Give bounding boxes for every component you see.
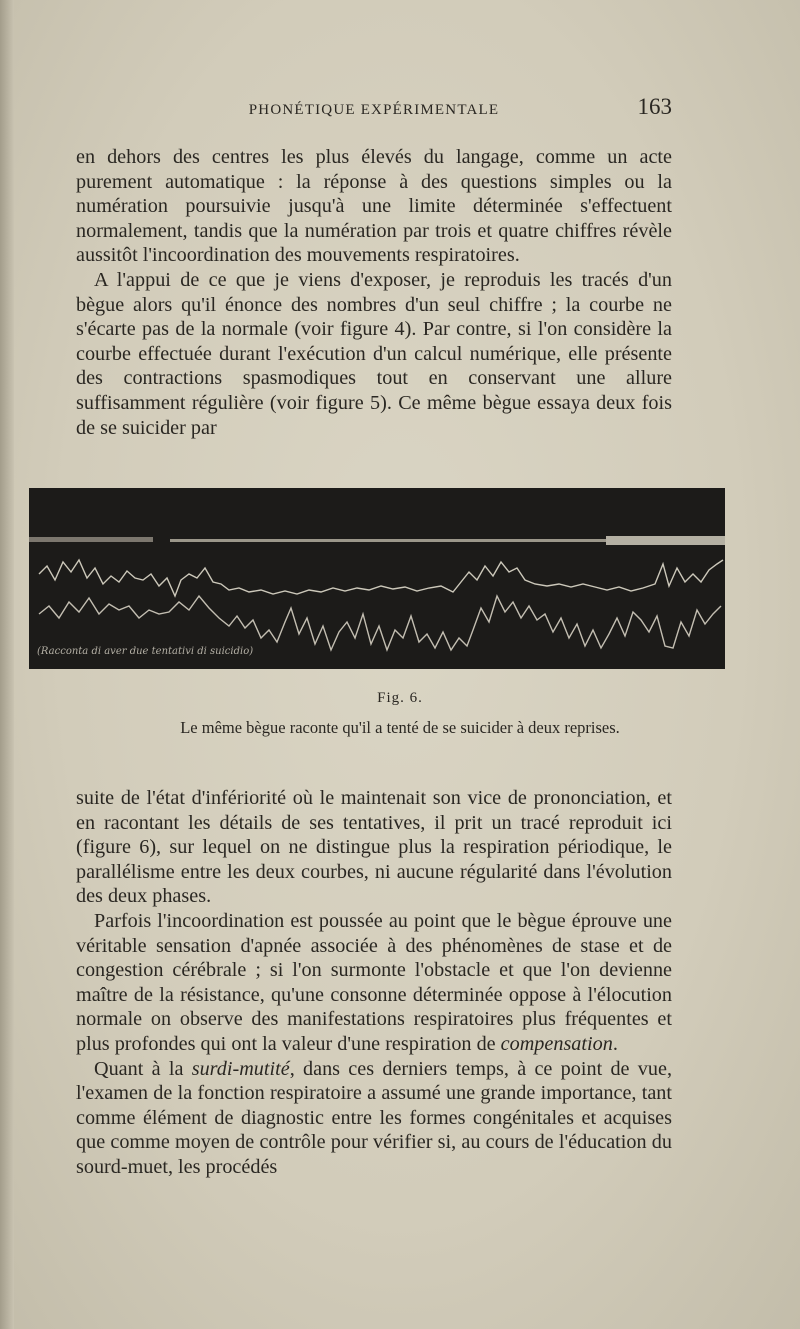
paragraph-1: en dehors des centres les plus élevés du langage, comme un acte purement automatique : la réponse à des questions simples ou la numération poursuivie jusqu'à une limite déterminée s'effectuent normalement, tandis que la numération par trois et quatre chiffres révèle aussitôt l'incoordination des mouvements respiratoires. <box>76 146 672 267</box>
paragraph-4-text: Parfois l'incoordination est poussée au point que le bègue éprouve une véritable sensation d'apnée associée à des phénomènes de stase et de congestion cérébrale ; si l'on surmonte l'obstacle et que l'on devienne maître de la résistance, qu'une consonne déterminée oppose à l'élocution normale on observe des manifestations respiratoires plus fréquentes et plus profondes qui ont la valeur d'une respiration de <box>76 909 672 1055</box>
term-surdi-mutite: surdi-mutité <box>191 1057 290 1080</box>
svg-text:(Racconta di aver due tentativ: (Racconta di aver due tentativi di suicidio) <box>37 646 254 657</box>
running-head: PHONÉTIQUE EXPÉRIMENTALE <box>248 102 500 118</box>
paragraph-5-start: Quant à la <box>94 1057 184 1080</box>
paragraph-2: A l'appui de ce que je viens d'exposer, je reproduis les tracés d'un bègue alors qu'il énonce des nombres d'un seul chiffre ; la courbe ne s'écarte pas de la normale (voir figure 4). Par contre, si l'on considère la courbe effectuée durant l'exécution d'un calcul numérique, elle présente des contractions spasmodiques tout en conservant une allure suffisamment régulière (voir figure 5). Ce même bègue essaya deux fois de se suicider par <box>76 268 672 439</box>
paragraph-4-end: . <box>612 1032 618 1055</box>
figure-label: Fig. 6. <box>377 690 423 706</box>
text-block-top <box>76 145 672 440</box>
page-header <box>76 92 672 126</box>
figure-caption: Le même bègue raconte qu'il a tenté de se suicider à deux reprises. <box>180 718 620 737</box>
paragraph-5 <box>76 1057 672 1180</box>
paragraph-4 <box>76 909 672 1057</box>
tracing-image <box>29 488 725 669</box>
figure-6-respiratory-tracing <box>29 488 725 669</box>
term-compensation: compensation <box>500 1032 613 1055</box>
text-block-bottom <box>76 786 672 1180</box>
page-number: 163 <box>637 94 672 119</box>
page-edge-shadow <box>0 0 14 1329</box>
paragraph-5-text: , dans ces derniers temps, à ce point de vue, l'examen de la fonction respiratoire a assumé une grande importance, tant comme élément de diagnostic entre les formes congénitales et acquises que comme moyen de contrôle pour vérifier si, au cours de l'éducation du sourd-muet, les procédés <box>76 1057 672 1178</box>
paragraph-3: suite de l'état d'infériorité où le maintenait son vice de prononciation, et en racontant les détails de ses tentatives, il prit un tracé reproduit ici (figure 6), sur lequel on ne distingue plus la respiration périodique, le parallélisme entre les deux courbes, ni aucune régularité dans l'évolution des deux phases. <box>76 787 672 908</box>
